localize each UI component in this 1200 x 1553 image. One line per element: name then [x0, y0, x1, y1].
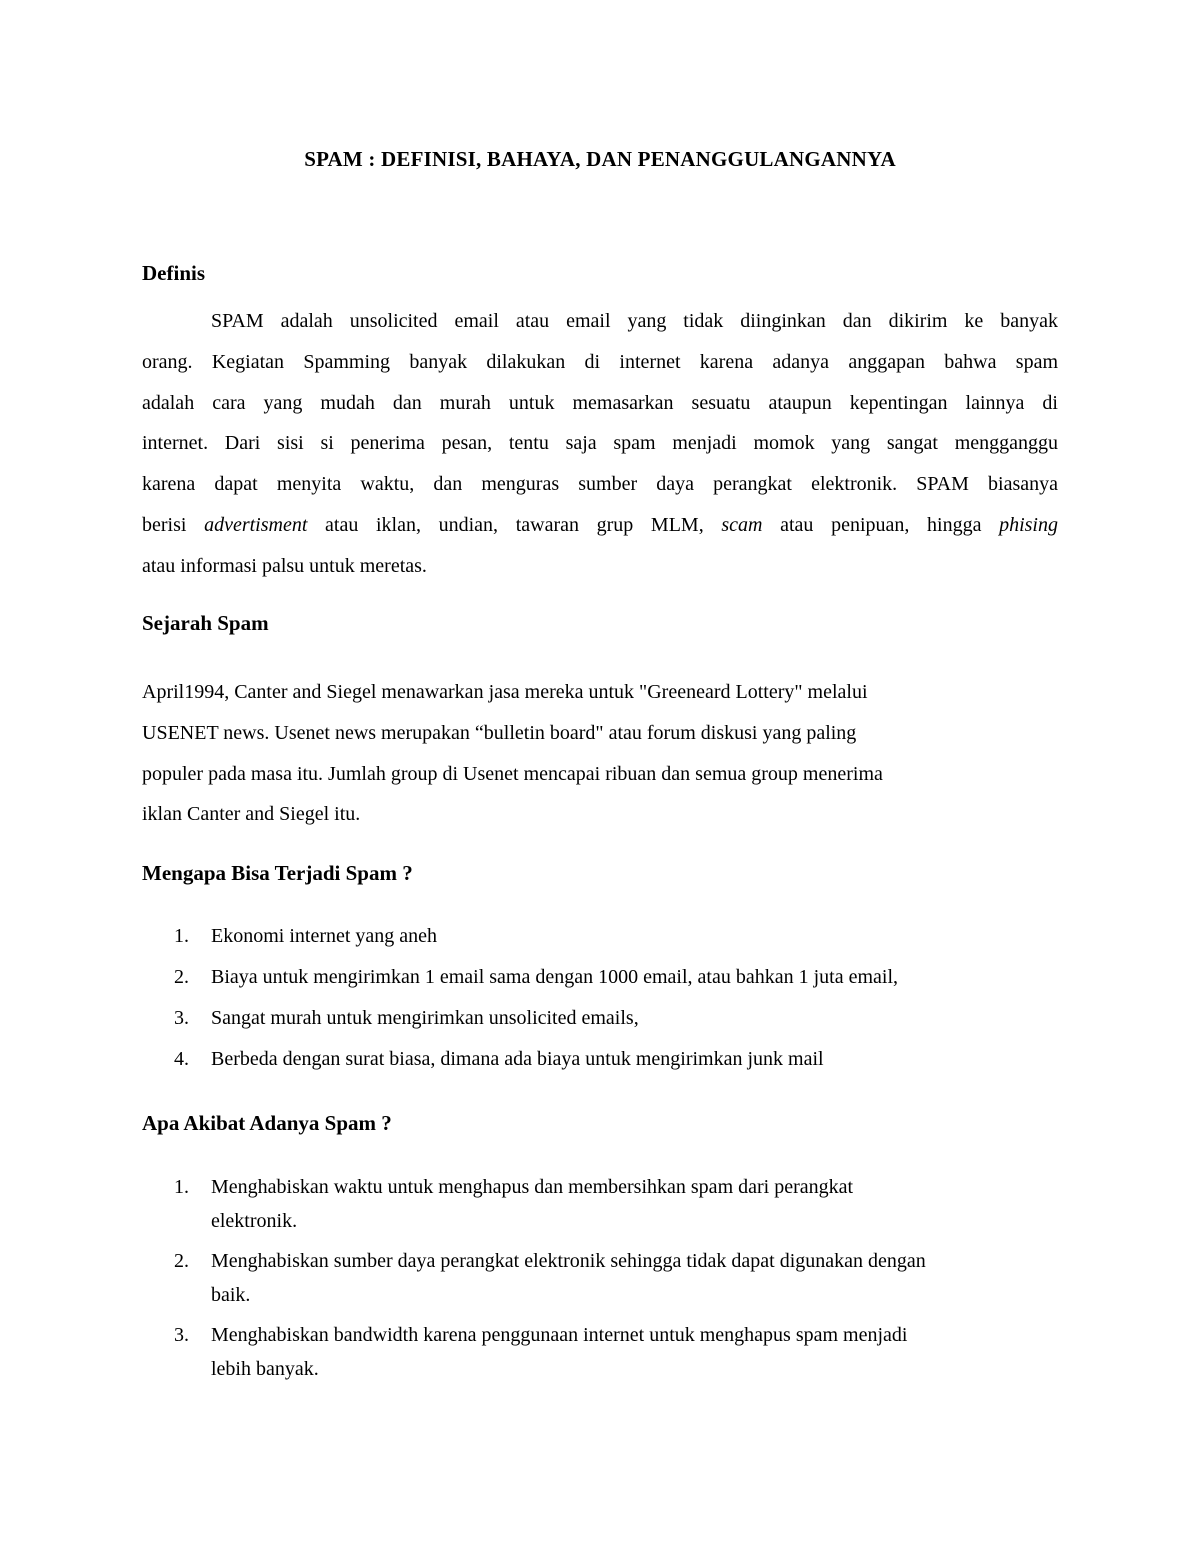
list-item [142, 1170, 1058, 1238]
history-text-line: April1994, Canter and Siegel menawarkan jasa mereka untuk "Greeneard Lottery" melalui [142, 681, 868, 703]
list-number: 1. [174, 1176, 189, 1198]
list-item [142, 1244, 1058, 1312]
list-item-text: Menghabiskan sumber daya perangkat elektronik sehingga tidak dapat digunakan dengan [211, 1250, 926, 1272]
list-number: 4. [174, 1048, 189, 1070]
definition-text-line: internet. Dari sisi si penerima pesan, tentu saja spam menjadi momok yang sangat mengganggu [142, 432, 1058, 455]
term-scam: scam [721, 513, 763, 536]
list-number: 3. [174, 1007, 189, 1029]
list-item [142, 1318, 1058, 1386]
list-number: 2. [174, 966, 189, 988]
list-number: 2. [174, 1250, 189, 1272]
document-title: SPAM : DEFINISI, BAHAYA, DAN PENANGGULANGANNYA [304, 147, 896, 171]
list-item-text: baik. [211, 1284, 251, 1306]
list-item [142, 919, 1058, 953]
list-item-text: Berbeda dengan surat biasa, dimana ada biaya untuk mengirimkan junk mail [211, 1048, 824, 1070]
list-number: 3. [174, 1324, 189, 1346]
definition-text-line: adalah cara yang mudah dan murah untuk memasarkan sesuatu ataupun kepentingan lainnya di [142, 391, 1058, 414]
list-item-text: Menghabiskan bandwidth karena penggunaan internet untuk menghapus spam menjadi [211, 1324, 908, 1346]
term-advertisment: advertisment [204, 513, 308, 536]
paragraph-definition [142, 301, 1058, 587]
definition-text-line: karena dapat menyita waktu, dan menguras sumber daya perangkat elektronik. SPAM biasanya [142, 473, 1058, 496]
list-why [142, 919, 1058, 1083]
definition-text-line: orang. Kegiatan Spamming banyak dilakukan di internet karena adanya anggapan bahwa spam [142, 350, 1058, 373]
heading-effects: Apa Akibat Adanya Spam ? [142, 1111, 392, 1135]
list-number: 1. [174, 925, 189, 947]
list-item-text: Ekonomi internet yang aneh [211, 925, 438, 947]
term-phising: phising [999, 513, 1058, 536]
history-text-line: USENET news. Usenet news merupakan “bulletin board" atau forum diskusi yang paling [142, 721, 857, 744]
list-item-text: Menghabiskan waktu untuk menghapus dan membersihkan spam dari perangkat [211, 1176, 854, 1198]
list-effects [142, 1170, 1058, 1392]
heading-definition: Definis [142, 261, 205, 285]
paragraph-history [142, 672, 1022, 835]
list-item-text: Sangat murah untuk mengirimkan unsolicited emails, [211, 1007, 639, 1029]
history-text-line: iklan Canter and Siegel itu. [142, 803, 361, 826]
heading-history: Sejarah Spam [142, 611, 269, 635]
definition-text-line: SPAM adalah unsolicited email atau email yang tidak diinginkan dan dikirim ke banyak [211, 310, 1058, 332]
heading-why: Mengapa Bisa Terjadi Spam ? [142, 861, 413, 885]
list-item [142, 960, 1058, 994]
list-item [142, 1001, 1058, 1035]
list-item-text: lebih banyak. [211, 1358, 319, 1380]
definition-text-line-6: berisi advertisment atau iklan, undian, tawaran grup MLM, scam atau penipuan, hingga phising [142, 513, 1058, 536]
list-item-text: Biaya untuk mengirimkan 1 email sama dengan 1000 email, atau bahkan 1 juta email, [211, 966, 899, 988]
list-item [142, 1042, 1058, 1076]
list-item-text: elektronik. [211, 1210, 298, 1232]
history-text-line: populer pada masa itu. Jumlah group di Usenet mencapai ribuan dan semua group menerima [142, 762, 883, 785]
definition-text-line: atau informasi palsu untuk meretas. [142, 554, 427, 577]
